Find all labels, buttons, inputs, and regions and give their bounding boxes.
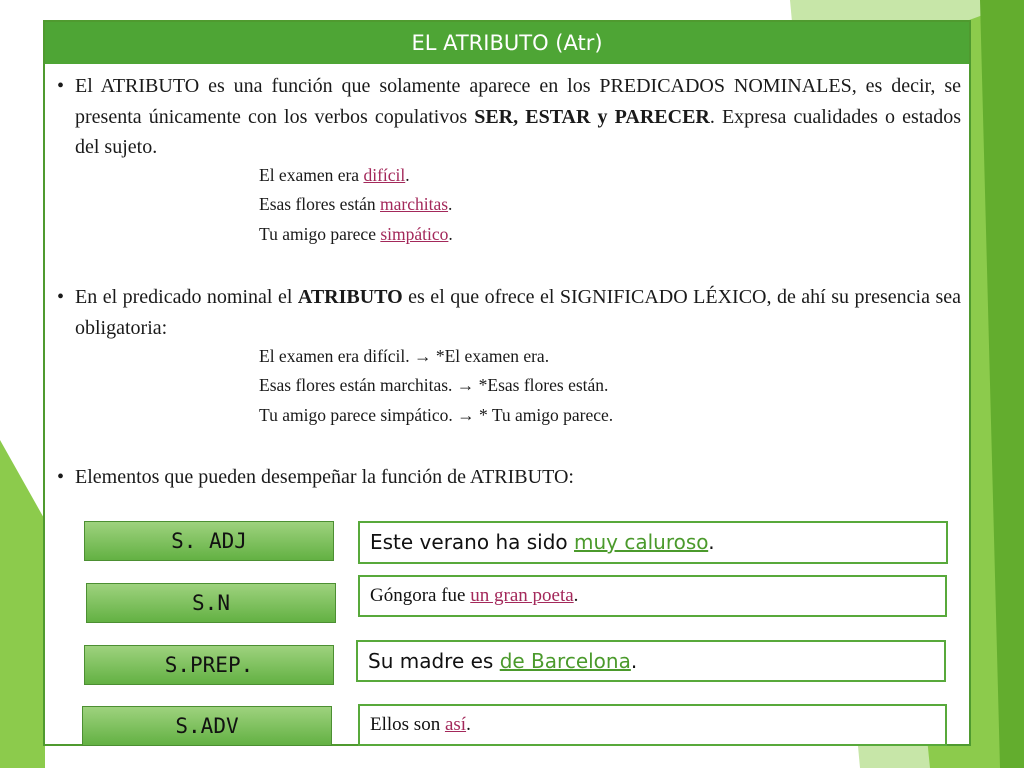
slide-title: EL ATRIBUTO (Atr) (45, 22, 969, 64)
highlight-phrase: un gran poeta (470, 585, 574, 606)
section1-example-1: El examen era difícil. (259, 165, 410, 185)
category-label-s-adj: S. ADJ (84, 521, 334, 561)
section2-example-3: Tu amigo parece simpático. → * Tu amigo parece. (259, 405, 614, 425)
highlight-word: simpático (380, 224, 449, 244)
section1-text-pre: El ATRIBUTO es una función que solamente aparece en los PREDICADOS NOMINALES, es decir, se presenta únicamente con los verbos copulativos (75, 75, 961, 128)
example-box-s-n: Góngora fue un gran poeta. (358, 575, 947, 617)
example-box-s-adv: Ellos son así. (358, 704, 947, 746)
section1-text-post: . Expresa cualidades o estados del sujeto. (75, 105, 961, 158)
bullet-icon: • (57, 466, 65, 488)
section2-paragraph (75, 282, 961, 343)
section2-text-bold: ATRIBUTO (297, 286, 403, 308)
section1-text-bold: SER, ESTAR y PARECER (474, 105, 710, 128)
section2-example-2: Esas flores están marchitas. → *Esas flores están. (259, 375, 609, 395)
section2-text-pre: En el predicado nominal el (75, 286, 298, 308)
category-label-s-adv: S.ADV (82, 706, 332, 746)
category-label-s-n: S.N (86, 583, 336, 623)
highlight-phrase: de Barcelona (499, 649, 631, 673)
highlight-word: marchitas (380, 194, 449, 214)
example-box-s-adj: Este verano ha sido muy caluroso. (358, 521, 948, 564)
category-label-s-prep: S.PREP. (84, 645, 334, 685)
example-box-s-prep: Su madre es de Barcelona. (356, 640, 946, 682)
section1-example-2: Esas flores están marchitas. (259, 194, 453, 214)
highlight-word: difícil (363, 165, 406, 185)
section2-text-post: es el que ofrece el SIGNIFICADO LÉXICO, de ahí su presencia sea obligatoria: (75, 286, 961, 339)
slide-content-box (43, 20, 971, 746)
section1-example-3: Tu amigo parece simpático. (259, 224, 453, 244)
bullet-icon: • (57, 75, 65, 97)
bullet-icon: • (57, 286, 65, 308)
section3-paragraph: Elementos que pueden desempeñar la función de ATRIBUTO: (75, 466, 574, 488)
highlight-phrase: muy caluroso (574, 530, 709, 554)
highlight-phrase: así (444, 714, 467, 735)
section1-paragraph (75, 71, 961, 163)
decor-shape-left (0, 440, 45, 768)
section2-example-1: El examen era difícil. → *El examen era. (259, 346, 550, 366)
